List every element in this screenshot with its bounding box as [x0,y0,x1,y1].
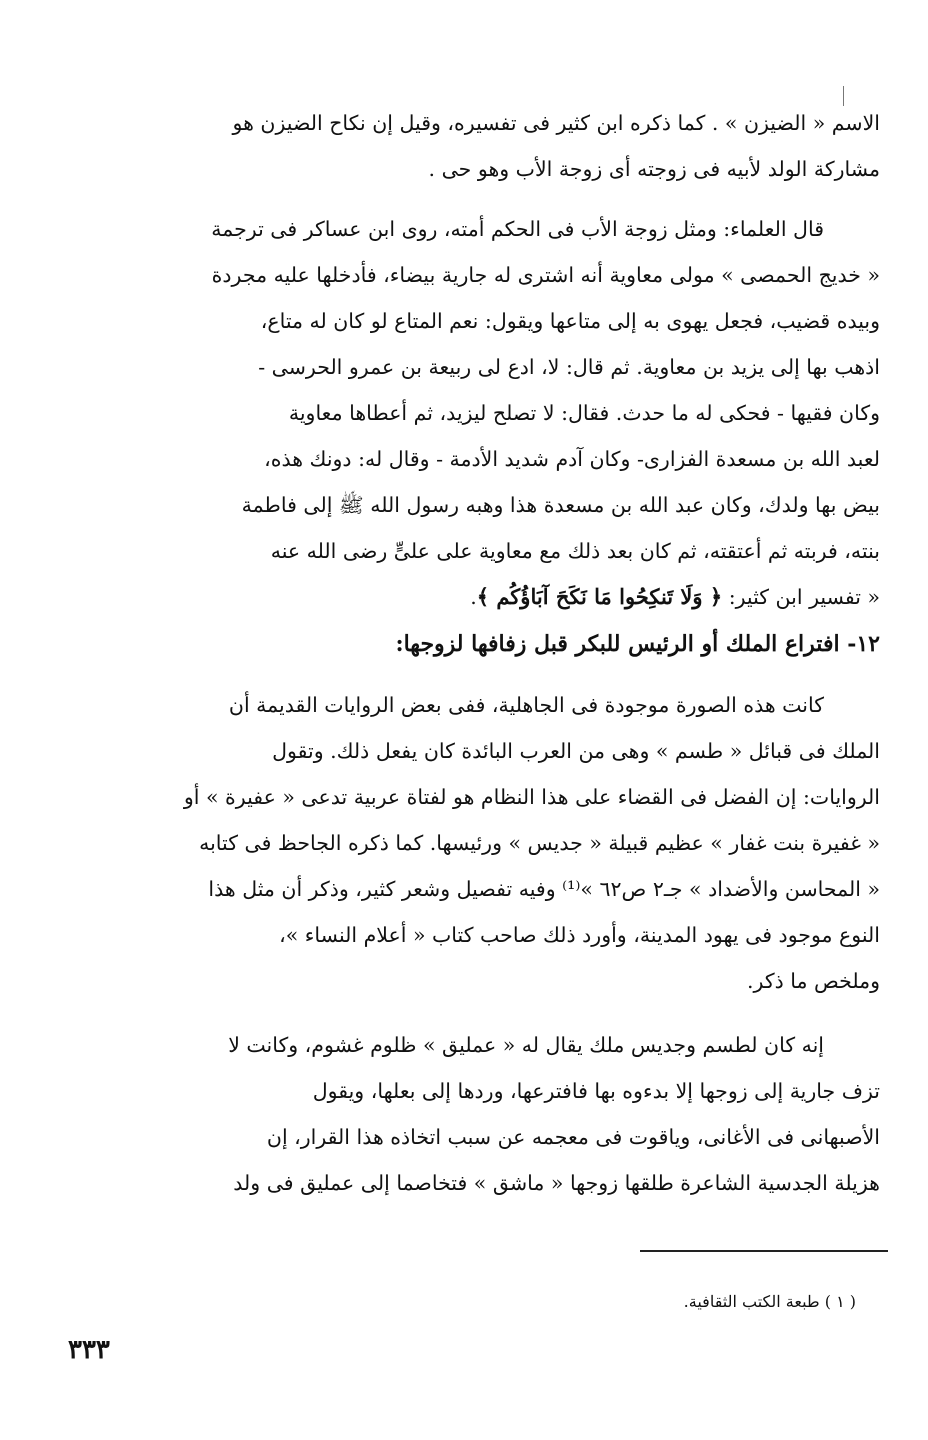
text-line-with-verse [64,574,880,620]
quran-verse: ﴿ وَلَا تَنكِحُوا مَا نَكَحَ آبَاؤُكُم ﴾ [476,584,723,609]
text-line: بنته، فربته ثم أعتقته، ثم كان بعد ذلك مع معاوية على علىٍّ رضى الله عنه [270,539,880,563]
citation-suffix: . [470,585,477,609]
footnote-divider [640,1250,888,1252]
paragraph-3 [64,682,880,1004]
text-line: الملك فى قبائل « طسم » وهى من العرب البائدة كان يفعل ذلك. وتقول [272,739,880,763]
text-line: « المحاسن والأضداد » جـ٢ ص٦٢ »⁽¹⁾ وفيه تفصيل وشعر كثير، وذكر أن مثل هذا [208,877,880,901]
text-line: « غفيرة بنت غفار » عظيم قبيلة « جديس » ورئيسها. كما ذكره الجاحظ فى كتابه [199,831,880,855]
citation-prefix: « تفسير ابن كثير: [722,585,880,609]
text-line: وبيده قضيب، فجعل يهوى به إلى متاعها ويقول: نعم المتاع لو كان له متاع، [260,309,880,333]
text-line: الاسم « الضيزن » . كما ذكره ابن كثير فى تفسيره، وقيل إن نكاح الضيزن هو [232,111,880,135]
text-line: اذهب بها إلى يزيد بن معاوية. ثم قال: لا، ادع لى ربيعة بن عمرو الحرسى - [258,355,880,379]
text-line: قال العلماء: ومثل زوجة الأب فى الحكم أمته، روى ابن عساكر فى ترجمة [211,217,824,241]
footnote: ( ١ ) طبعة الكتب الثقافية. [683,1292,856,1311]
text-line: النوع موجود فى يهود المدينة، وأورد ذلك صاحب كتاب « أعلام النساء »، [279,923,880,947]
text-line: وكان فقيها - فحكى له ما حدث. فقال: لا تصلح ليزيد، ثم أعطاها معاوية [288,401,880,425]
text-line: « خديج الحمصى » مولى معاوية أنه اشترى له جارية بيضاء، فأدخلها عليه مجردة [211,263,880,287]
text-line: الروايات: إن الفضل فى القضاء على هذا النظام هو لفتاة عربية تدعى « عفيرة » أو [183,785,880,809]
page-number: ٣٣٣ [68,1335,110,1365]
section-heading: ١٢- افتراع الملك أو الرئيس للبكر قبل زفافها لزوجها: [395,631,880,657]
paragraph-2 [64,206,880,620]
text-line: كانت هذه الصورة موجودة فى الجاهلية، ففى بعض الروايات القديمة أن [228,693,824,717]
main-text [64,100,880,1206]
text-line: هزيلة الجدسية الشاعرة طلقها زوجها « ماشق » فتخاصما إلى عمليق فى ولد [233,1171,880,1195]
text-line: إنه كان لطسم وجديس ملك يقال له « عمليق » ظلوم غشوم، وكانت لا [228,1033,824,1057]
text-line: بيض بها ولدك، وكان عبد الله بن مسعدة هذا وهبه رسول الله ﷺ إلى فاطمة [241,493,880,517]
text-line: الأصبهانى فى الأغانى، وياقوت فى معجمه عن سبب اتخاذه هذا القرار، إن [266,1125,880,1149]
paragraph-4 [64,1022,880,1206]
text-line: لعبد الله بن مسعدة الفزارى- وكان آدم شديد الأدمة - وقال له: دونك هذه، [264,447,880,471]
text-line: مشاركة الولد لأبيه فى زوجته أى زوجة الأب وهو حى . [428,157,880,181]
paragraph-1 [64,100,880,192]
text-line: وملخص ما ذكر. [747,969,880,993]
text-line: تزف جارية إلى زوجها إلا بدءوه بها فافترعها، وردها إلى بعلها، ويقول [312,1079,880,1103]
